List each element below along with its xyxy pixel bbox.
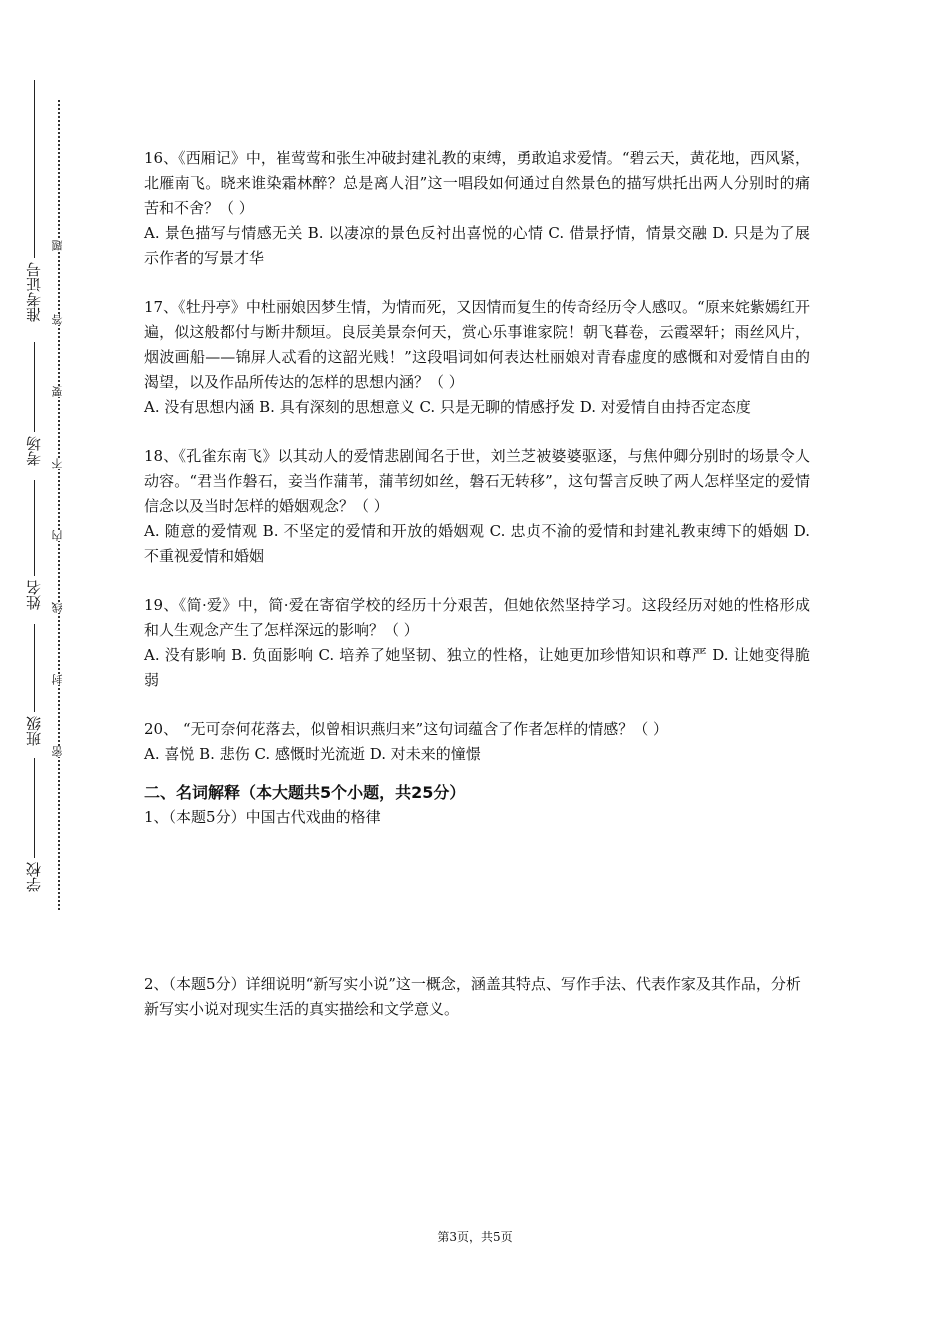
class-label: 班级 xyxy=(24,716,43,746)
seal-word: 封 xyxy=(51,674,67,685)
question-stem: 17、《牡丹亭》中杜丽娘因梦生情，为情而死，又因情而复生的传奇经历令人感叹。“原来姹紫嫣红开遍，似这般都付与断井颓垣。良辰美景奈何天，赏心乐事谁家院！朝飞暮卷，云霞翠轩；雨丝风片，烟波画船——锦屏人忒看的这韶光贱！”这段唱词如何表达杜丽娘对青春虚度的感慨和对爱情自由的渴望，以及作品所传达的怎样的思想内涵？（ ） xyxy=(144,298,810,391)
exam-room-label: 考场 xyxy=(24,436,43,466)
exam-number-line xyxy=(34,80,35,258)
page-number-footer: 第3页，共5页 xyxy=(437,1230,513,1244)
question-stem: 16、《西厢记》中，崔莺莺和张生冲破封建礼教的束缚，勇敢追求爱情。“碧云天，黄花地，西风紧，北雁南飞。晓来谁染霜林醉？总是离人泪”这一唱段如何通过自然景色的描写烘托出两人分别时的痛苦和不舍？（ ） xyxy=(144,149,810,217)
school-line xyxy=(34,758,35,858)
question-19 xyxy=(144,593,810,693)
school-label: 学校 xyxy=(24,862,43,892)
seal-word: 题 xyxy=(51,240,67,251)
term-question-2: 2、（本题5分）详细说明“新写实小说”这一概念，涵盖其特点、写作手法、代表作家及其作品，分析新写实小说对现实生活的真实描绘和文学意义。 xyxy=(144,975,801,1018)
exam-number-label: 准考证号 xyxy=(24,262,43,322)
term-question-1: 1、（本题5分）中国古代戏曲的格律 xyxy=(144,808,381,826)
question-options: A. 没有影响 B. 负面影响 C. 培养了她坚韧、独立的性格，让她更加珍惜知识和尊严 D. 让她变得脆弱 xyxy=(144,646,810,689)
student-name-label: 姓名 xyxy=(24,580,43,610)
exam-room-field xyxy=(14,342,54,466)
seal-dotted-line xyxy=(51,100,78,910)
exam-content xyxy=(144,146,810,1022)
question-stem: 19、《简·爱》中，简·爱在寄宿学校的经历十分艰苦，但她依然坚持学习。这段经历对她的性格形成和人生观念产生了怎样深远的影响？（ ） xyxy=(144,596,810,639)
student-name-field xyxy=(14,480,54,610)
question-18 xyxy=(144,444,810,569)
question-17 xyxy=(144,295,810,420)
question-options: A. 随意的爱情观 B. 不坚定的爱情和开放的婚姻观 C. 忠贞不渝的爱情和封建礼教束缚下的婚姻 D. 不重视爱情和婚姻 xyxy=(144,522,810,565)
binding-info-column xyxy=(14,80,54,940)
question-options: A. 喜悦 B. 悲伤 C. 感慨时光流逝 D. 对未来的憧憬 xyxy=(144,745,481,763)
school-field xyxy=(14,758,54,892)
question-16 xyxy=(144,146,810,271)
section-2-title: 二、名词解释（本大题共5个小题，共25分） xyxy=(144,783,466,802)
seal-word: 不 xyxy=(51,458,67,469)
class-line xyxy=(34,624,35,712)
question-20 xyxy=(144,717,810,767)
question-options: A. 景色描写与情感无关 B. 以凄凉的景色反衬出喜悦的心情 C. 借景抒情，情景交融 D. 只是为了展示作者的写景才华 xyxy=(144,224,810,267)
seal-word: 密 xyxy=(51,746,67,757)
exam-room-line xyxy=(34,342,35,432)
exam-number-field xyxy=(14,80,54,322)
seal-word: 内 xyxy=(51,530,67,541)
student-name-line xyxy=(34,480,35,576)
question-stem: 18、《孔雀东南飞》以其动人的爱情悲剧闻名于世，刘兰芝被婆婆驱逐，与焦仲卿分别时的场景令人动容。“君当作磐石，妾当作蒲苇，蒲苇纫如丝，磐石无转移”，这句誓言反映了两人怎样坚定的爱情信念以及当时怎样的婚姻观念？（ ） xyxy=(144,447,810,515)
seal-word: 答 xyxy=(51,314,67,325)
question-options: A. 没有思想内涵 B. 具有深刻的思想意义 C. 只是无聊的情感抒发 D. 对爱情自由持否定态度 xyxy=(144,398,751,416)
class-field xyxy=(14,624,54,746)
question-stem: 20、 “无可奈何花落去，似曾相识燕归来”这句词蕴含了作者怎样的情感？（ ） xyxy=(144,720,668,738)
seal-word: 线 xyxy=(51,602,67,613)
seal-word: 要 xyxy=(51,386,67,397)
